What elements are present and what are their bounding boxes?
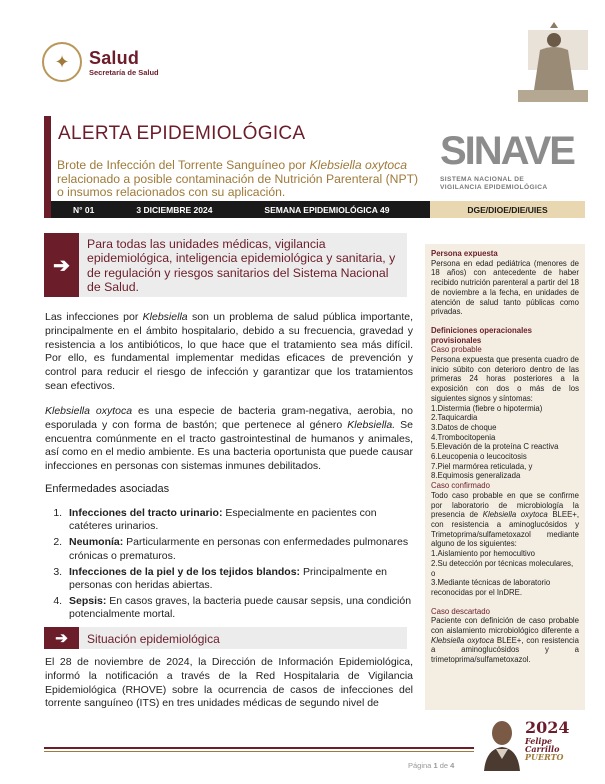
page-number: Página 1 de 4 <box>408 761 455 770</box>
confirmed-heading: Caso confirmado <box>431 481 490 491</box>
confirmed-text: Todo caso probable en que se confirme por laboratorio de microbiología la presencia de Klebsiella oxytoca BLEE+, con resistencia a aminoglucósidos y Trimetoprima/sulfametoxazol mediante alguno de los siguientes: <box>431 490 579 549</box>
section-title: Situación epidemiológica <box>87 632 220 646</box>
heroine-illustration-icon <box>488 20 588 102</box>
discarded-heading: Caso descartado <box>431 606 490 616</box>
footer-divider <box>44 747 474 749</box>
brand-name: Salud <box>89 48 140 68</box>
paragraph-intro: Las infecciones por Klebsiella son un problema de salud pública importante, principalmente en el ámbito hospitalario, debido a su frecuencia, gravedad y resistencia a los antibióticos, lo que hace que el tratamiento sea más difícil. Por ello, es fundamental implementar medidas eficaces de prevención y control para reducir el riesgo de infección y garantizar que los tratamientos sean efectivos. <box>45 311 413 392</box>
info-bar <box>51 201 430 218</box>
year-logo: 2024 Felipe Carrillo PUERTO <box>525 718 570 762</box>
list-item: 1. Infecciones del tracto urinario: Especialmente en pacientes con catéteres urinarios. <box>65 507 413 533</box>
callout-text: Para todas las unidades médicas, vigilancia epidemiológica, inteligencia epidemiológica y sanitaria, y de regulación y riesgos sanitarios del Sistema Nacional de Salud. <box>87 237 396 295</box>
diseases-list <box>45 507 413 625</box>
list-item: 2. Neumonía: Particularmente en personas con enfermedades pulmonares crónicas o prematuros. <box>65 536 413 562</box>
government-seal-icon: ✦ <box>42 42 82 82</box>
exposed-heading: Persona expuesta <box>431 249 498 258</box>
list-item: 4. Sepsis: En casos graves, la bacteria puede causar sepsis, una condición potencialmente mortal. <box>65 595 413 621</box>
confirmed-items: 1.Aislamiento por hemocultivo 2.Su detección por técnicas moleculares, o 3.Mediante técnicas de laboratorio reconocidas por el InDRE. <box>431 549 574 597</box>
list-item: 3. Infecciones de la piel y de los tejidos blandos: Principalmente en personas con heridas abiertas. <box>65 566 413 592</box>
arrow-right-icon: ➔ <box>44 233 79 297</box>
paragraph-situation: El 28 de noviembre de 2024, la Dirección de Información Epidemiológica, informó la notificación a través de la Red Hospitalaria de Vigilancia Epidemiológica (RHOVE) sobre la ocurrencia de casos de infecciones del torrente sanguíneo (ITS) en tres unidades médicas de segundo nivel de <box>45 656 413 710</box>
exposed-text: Persona en edad pediátrica (menores de 18 años) con antecedente de haber recibido nutrición parenteral a partir del 18 de noviembre a la fecha, en unidades de atención de salud tanto públicas como privadas. <box>431 258 579 317</box>
bulletin-date: 3 DICIEMBRE 2024 <box>136 204 213 215</box>
svg-text:SINAVE: SINAVE <box>440 129 574 172</box>
definitions-heading: Definiciones operacionales provisionales <box>431 325 532 345</box>
page-subtitle: Brote de Infección del Torrente Sanguíneo por Klebsiella oxytoca relacionado a posible contaminación de Nutrición Parenteral (NPT) o insumos relacionados con su aplicación. <box>57 158 419 199</box>
epi-week: SEMANA EPIDEMIOLÓGICA 49 <box>264 204 390 215</box>
probable-text: Persona expuesta que presenta cuadro de inicio súbito con deterioro dentro de las primeras 24 horas posteriores a la exposición con dos o más de los siguientes signos y síntomas: <box>431 355 579 403</box>
sinave-logo-icon <box>440 124 585 172</box>
org-code: DGE/DIOE/DIE/UIES <box>430 201 585 218</box>
sinave-subtitle: SISTEMA NACIONAL DE VIGILANCIA EPIDEMIOLÓGICA <box>440 176 548 191</box>
brand-subtitle: Secretaría de Salud <box>89 68 159 77</box>
footer-divider-thin <box>44 751 474 752</box>
title-accent-bar <box>44 116 51 218</box>
diseases-heading: Enfermedades asociadas <box>45 483 170 495</box>
page-title: ALERTA EPIDEMIOLÓGICA <box>58 123 306 144</box>
arrow-right-icon: ➔ <box>44 627 79 649</box>
portrait-icon <box>480 715 524 771</box>
sidebar-content <box>431 249 579 665</box>
bulletin-number: N° 01 <box>73 204 95 215</box>
discarded-text: Paciente con definición de caso probable con aislamiento microbiológico diferente a Klebsiella oxytoca BLEE+, con resistencia a aminoglucósidos y a trimetoprima/sulfametoxazol. <box>431 616 579 665</box>
paragraph-klebsiella: Klebsiella oxytoca es una especie de bacteria gram-negativa, aerobia, no esporulada y con forma de bastón; que pertenece al género Klebsiella. Se encuentra comúnmente en el tracto gastrointestinal de humanos y animales, así como en el medio ambiente. Es una bacteria oportunista que puede causar infecciones en personas con sistemas inmunes debilitados. <box>45 405 414 473</box>
probable-items: 1.Distermia (fiebre o hipotermia) 2.Taquicardia 3.Datos de choque 4.Trombocitopenia 5.Elevación de la proteína C reactiva 6.Leucopenia o leucocitosis 7.Piel marmórea reticulada, y 8.Equimosis generalizada <box>431 403 559 481</box>
probable-heading: Caso probable <box>431 345 482 355</box>
